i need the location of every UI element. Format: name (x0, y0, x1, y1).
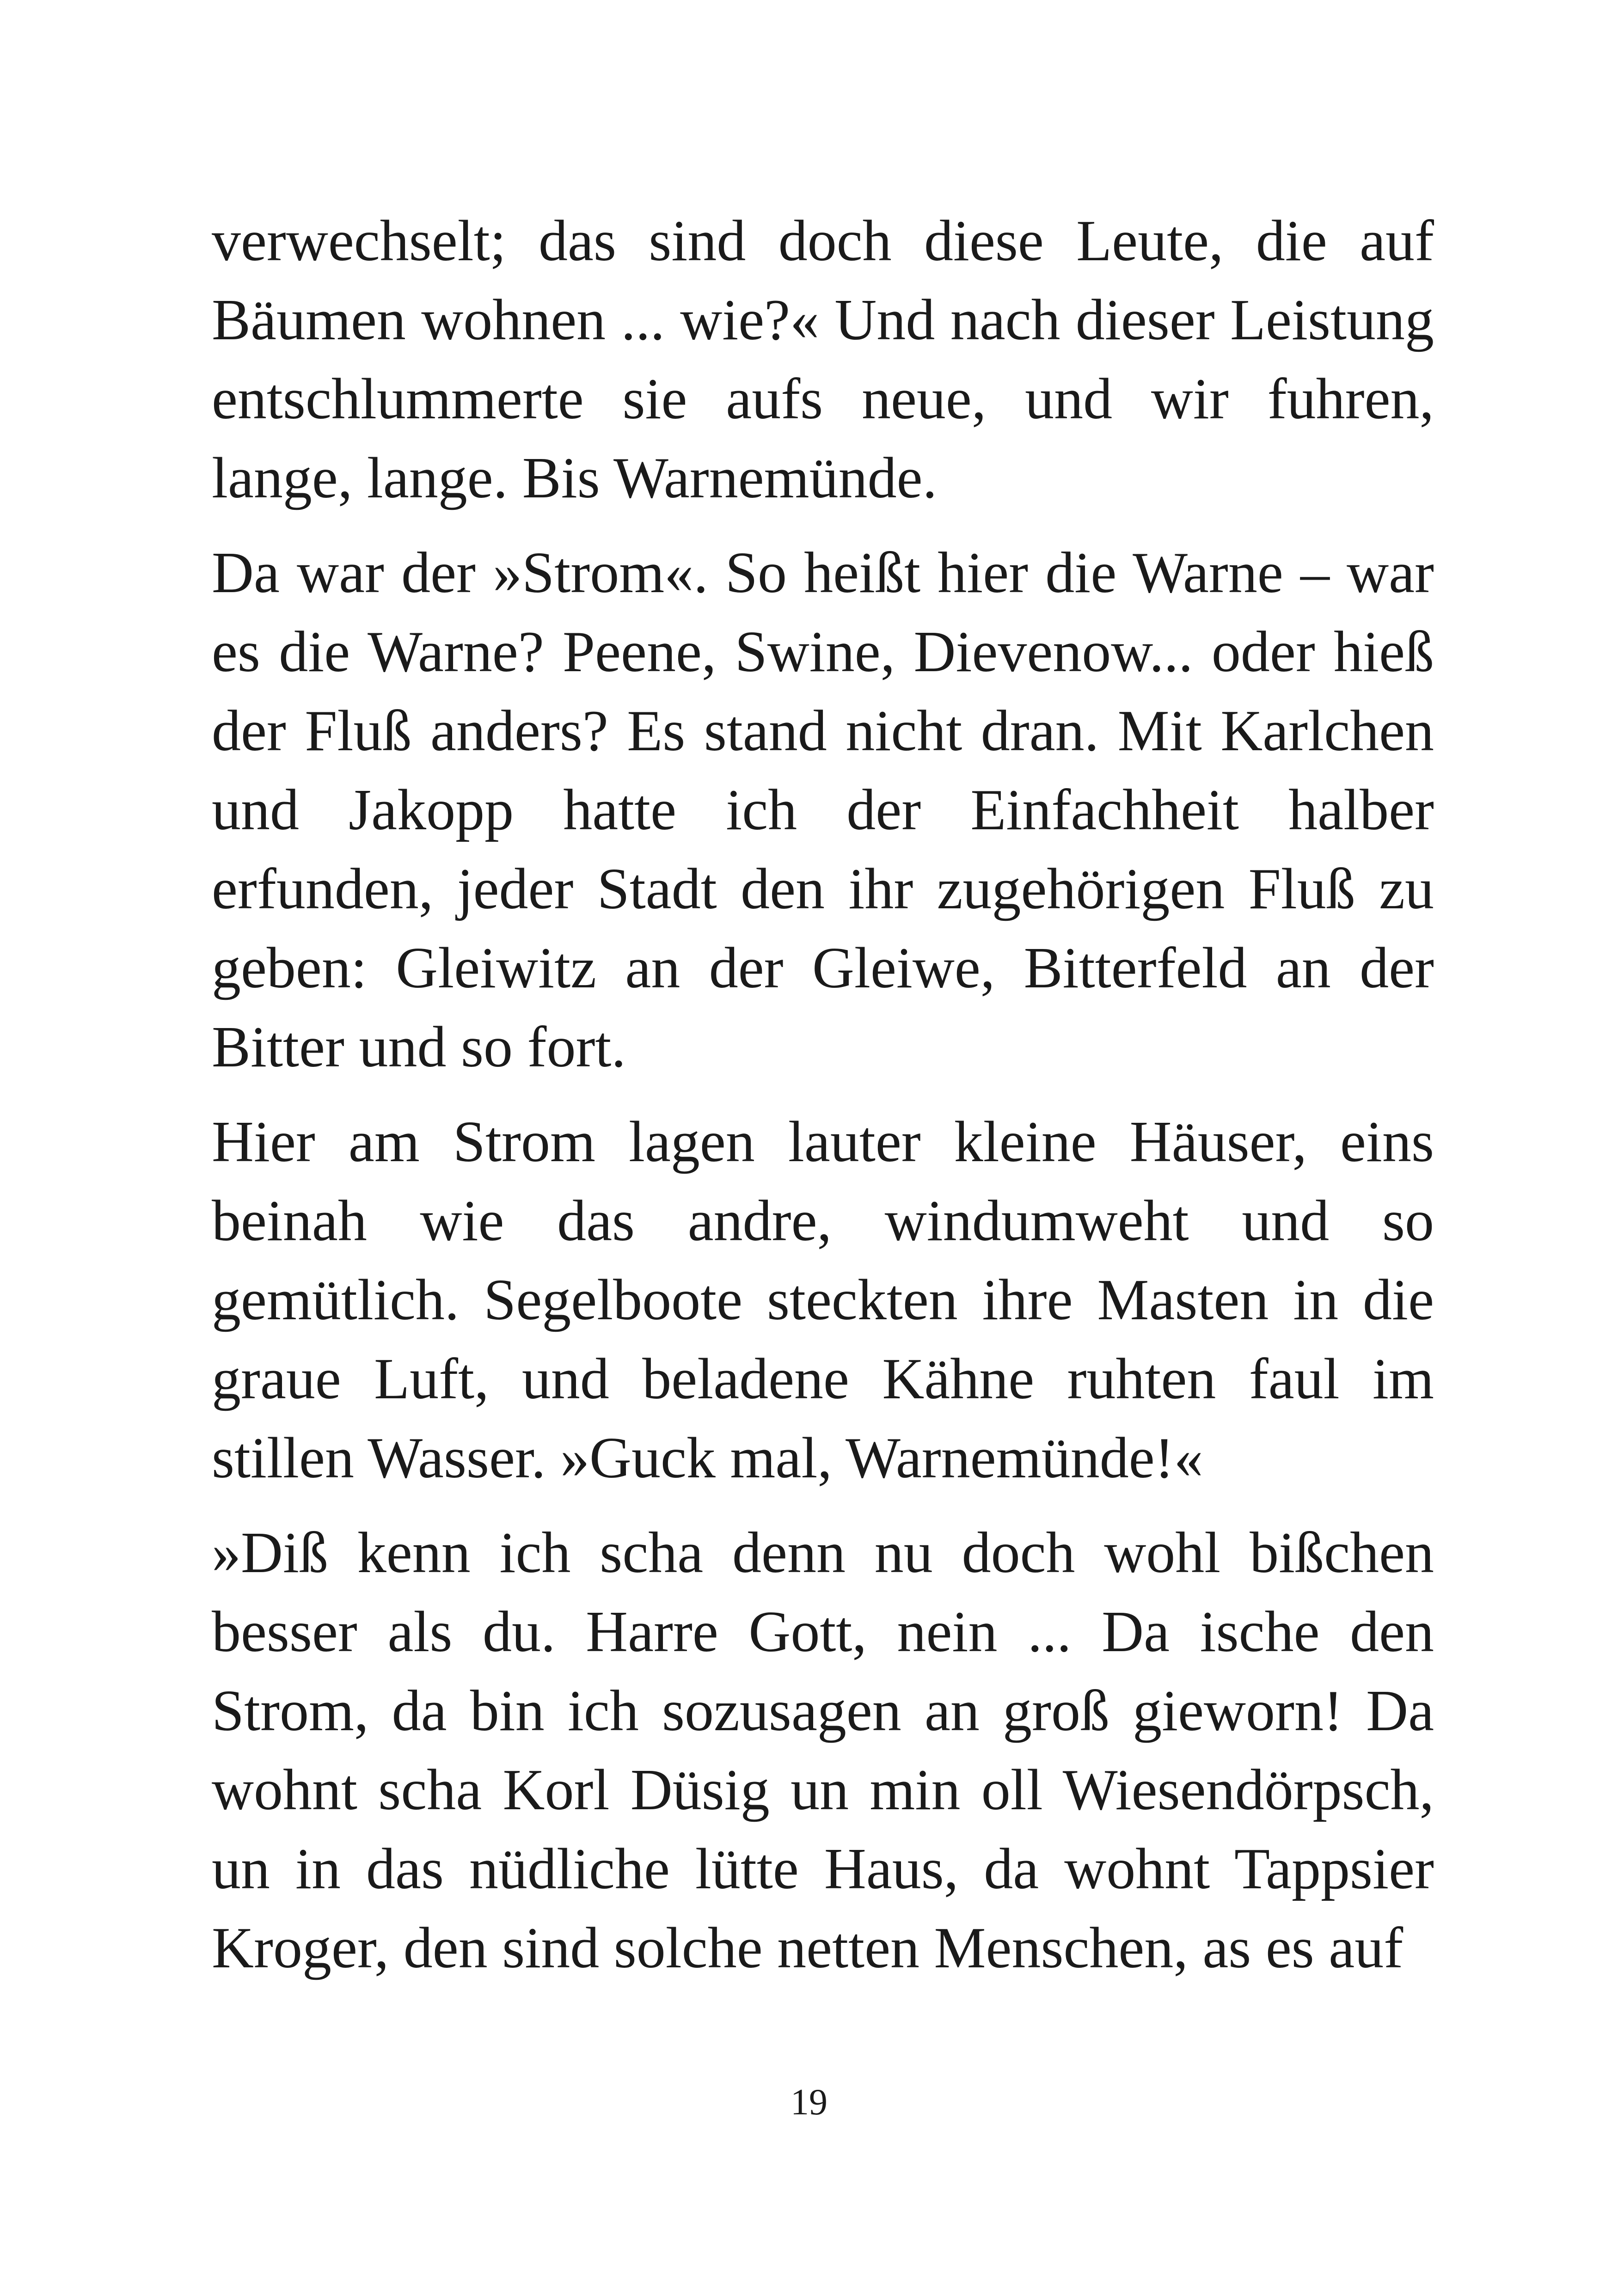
body-text (212, 202, 1434, 2003)
paragraph-4: »Diß kenn ich scha denn nu doch wohl bißchen besser als du. Harre Gott, nein ... Da ische den Strom, da bin ich sozusagen an groß gieworn! Da wohnt scha Korl Düsig un min oll Wiesendörpsch, un in das nüdliche lütte Haus, da wohnt Tappsier Kroger, den sind solche netten Menschen, as es auf (212, 1521, 1434, 1980)
paragraph-1: verwechselt; das sind doch diese Leute, die auf Bäumen wohnen ... wie?« Und nach dieser Leistung entschlummerte sie aufs neue, und wir fuhren, lange, lange. Bis Warnemünde. (212, 209, 1434, 510)
paragraph-2: Da war der »Strom«. So heißt hier die Warne – war es die Warne? Peene, Swine, Dievenow... oder hieß der Fluß anders? Es stand nicht dran. Mit Karlchen und Jakopp hatte ich der Einfachheit halber erfunden, jeder Stadt den ihr zugehörigen Fluß zu geben: Gleiwitz an der Gleiwe, Bitterfeld an der Bitter und so fort. (212, 541, 1434, 1079)
page-number: 19 (791, 2082, 827, 2123)
paragraph-3: Hier am Strom lagen lauter kleine Häuser, eins beinah wie das andre, windumweht und so gemütlich. Segelboote steckten ihre Masten in die graue Luft, und beladene Kähne ruhten faul im stillen Wasser. »Guck mal, Warnemünde!« (212, 1110, 1434, 1490)
